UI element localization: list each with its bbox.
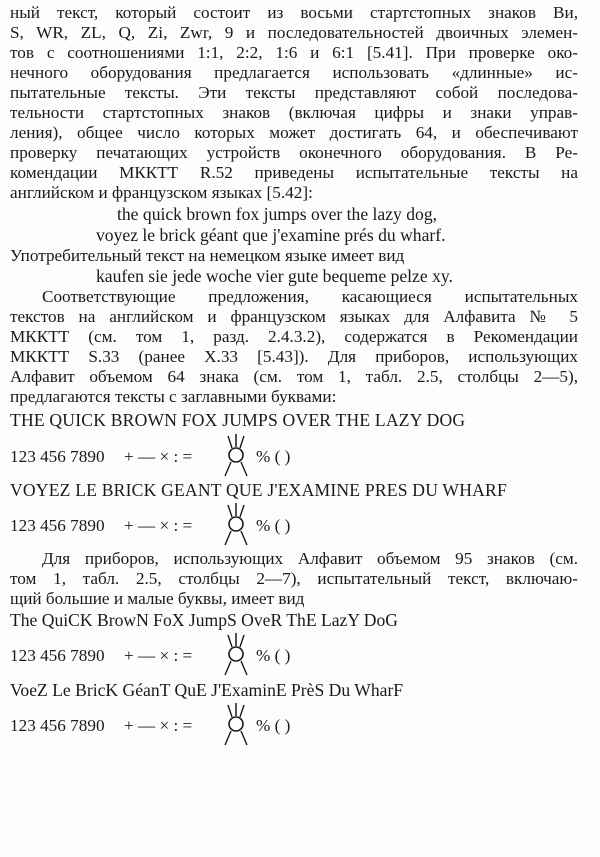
french-sample: voyez le brick géant que j'examine prés du wharf. (96, 225, 446, 245)
text-line: том 1, табл. 2.5, столбцы 2—7), испытательный текст, включаю- (10, 569, 578, 588)
mixed-french-sample: VoeZ Le BricK GéanT QuE J'ExaminE PrèS Du WharF (10, 680, 404, 700)
text-line: пытательные тексты. Эти тексты представляют собой последова- (10, 83, 578, 102)
text-line: ный текст, который состоит из восьми стартстопных знаков Ви, (10, 3, 578, 22)
text-line: тов с соотношениями 1:1, 2:2, 1:6 и 6:1 [5.41]. При проверке око- (10, 43, 578, 62)
text-line: Алфавит объемом 64 знака (см. том 1, табл. 2.5, столбцы 2—5), (10, 367, 578, 386)
english-sample: the quick brown fox jumps over the lazy dog, (117, 204, 438, 224)
mixed-english-sample: The QuiCK BrowN FoX JumpS OveR ThE LazY DoG (10, 610, 399, 630)
text-line: щий большие и малые буквы, имеет вид (10, 589, 305, 608)
symbol-digits: 123 456 7890 (10, 447, 105, 466)
symbol-tail: % ( ) (256, 646, 291, 665)
symbol-operators: + — × : = (124, 516, 193, 535)
symbol-tail: % ( ) (256, 447, 291, 466)
symbol-tail: % ( ) (256, 716, 291, 735)
text-line: ления), общее число которых может достигать 64, и обеспечивают (10, 123, 578, 142)
text-line: английском и французском языках [5.42]: (10, 183, 313, 202)
caps-english-sample: THE QUICK BROWN FOX JUMPS OVER THE LAZY DOG (10, 410, 466, 430)
text-line: S, WR, ZL, Q, Zi, Zwr, 9 и последовательностей двоичных элемен- (10, 23, 578, 42)
symbol-operators: + — × : = (124, 646, 193, 665)
caps-french-sample: VOYEZ LE BRICK GEANT QUE J'EXAMINE PRES DU WHARF (10, 480, 507, 500)
text-line: нечного оборудования предлагается использовать «длинные» ис- (10, 63, 578, 82)
text-line: Соответствующие предложения, касающиеся испытательных (42, 287, 578, 306)
german-intro: Употребительный текст на немецком языке имеет вид (10, 246, 405, 265)
symbol-digits: 123 456 7890 (10, 646, 105, 665)
asterisk-circle-icon (220, 631, 252, 677)
text-line: тельности стартстопных знаков (включая цифры и знаки управ- (10, 103, 578, 122)
symbol-operators: + — × : = (124, 447, 193, 466)
german-sample: kaufen sie jede woche vier gute bequeme pelze xy. (96, 266, 453, 286)
text-line: предлагаются тексты с заглавными буквами: (10, 387, 337, 406)
symbol-digits: 123 456 7890 (10, 516, 105, 535)
text-line: текстов на английском и французском языках для Алфавита № 5 (10, 307, 578, 326)
text-line: Для приборов, использующих Алфавит объемом 95 знаков (см. (42, 549, 578, 568)
text-line: проверку печатающих устройств оконечного оборудования. В Ре- (10, 143, 578, 162)
symbol-operators: + — × : = (124, 716, 193, 735)
asterisk-circle-icon (220, 432, 252, 478)
text-line: комендации МККТТ R.52 приведены испытательные тексты на (10, 163, 578, 182)
asterisk-circle-icon (220, 501, 252, 547)
text-line: МККТТ (см. том 1, разд. 2.4.3.2), содержатся в Рекомендации (10, 327, 578, 346)
text-line: МККТТ S.33 (ранее Х.33 [5.43]). Для приборов, использующих (10, 347, 578, 366)
symbol-digits: 123 456 7890 (10, 716, 105, 735)
asterisk-circle-icon (220, 701, 252, 747)
symbol-tail: % ( ) (256, 516, 291, 535)
